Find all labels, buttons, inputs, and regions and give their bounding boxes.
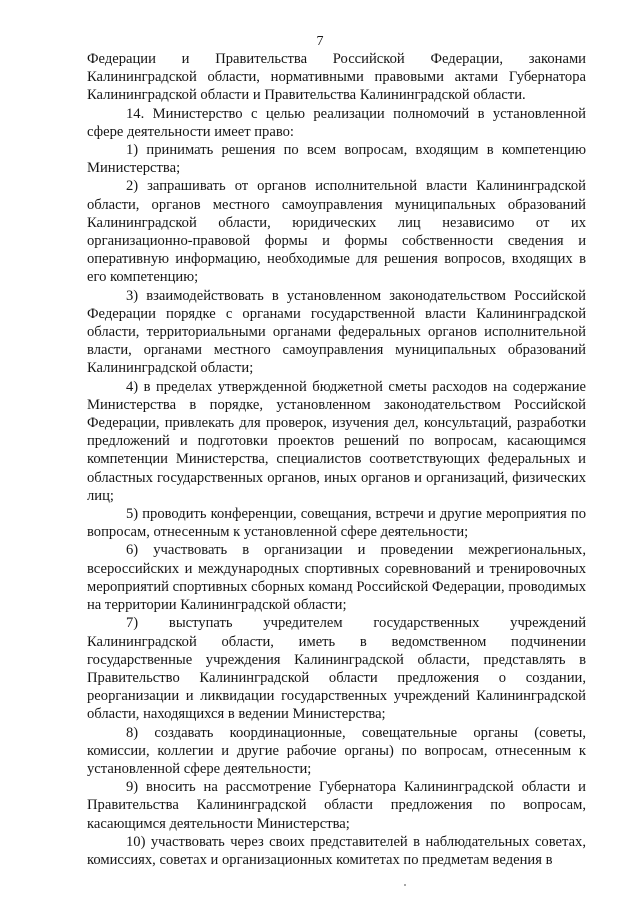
list-item-paragraph: 7) выступать учредителем государственных учреждений Калининградской области, иметь в ведомственном подчинении государственные учреждения Калининградской области, представлять в Правительство Калининградской области предложения о создании, реорганизации и ликвидации государственных учреждений Калининградской области, находящихся в ведении Министерства; bbox=[87, 615, 586, 723]
list-item-paragraph: 5) проводить конференции, совещания, встречи и другие мероприятия по вопросам, отнесенным к установленной сфере деятельности; bbox=[87, 506, 586, 541]
list-item-paragraph: 3) взаимодействовать в установленном законодательством Российской Федерации порядке с органами государственной власти Калининградской области, территориальными органами федеральных органов исполнительной власти, органами местного самоуправления муниципальных образований Калининградской области; bbox=[87, 287, 586, 377]
list-item-paragraph: 1) принимать решения по всем вопросам, входящим в компетенцию Министерства; bbox=[87, 142, 586, 177]
continuation-paragraph: Федерации и Правительства Российской Федерации, законами Калининградской области, нормативными правовыми актами Губернатора Калининградской области и Правительства Калининградской области. bbox=[87, 51, 586, 104]
scan-speck bbox=[404, 884, 406, 886]
document-body bbox=[87, 50, 586, 869]
list-item-paragraph: 4) в пределах утвержденной бюджетной сметы расходов на содержание Министерства в порядке, установленном законодательством Российской Федерации, привлекать для проверок, изучения дел, консультаций, разработки предложений и подготовки проектов решений по вопросам, касающимся компетенции Министерства, специалистов соответствующих федеральных и областных государственных органов, иных органов и организаций, физических лиц; bbox=[87, 378, 586, 504]
page-number: 7 bbox=[316, 34, 324, 49]
list-item-paragraph: 2) запрашивать от органов исполнительной власти Калининградской области, органов местного самоуправления муниципальных образований Калининградской области, юридических лиц независимо от их организационно-правовой формы и формы собственности сведения и оперативную информацию, необходимые для решения вопросов, входящих в его компетенцию; bbox=[87, 178, 586, 286]
list-item-paragraph: 8) создавать координационные, совещательные органы (советы, комиссии, коллегии и другие рабочие органы) по вопросам, отнесенным к установленной сфере деятельности; bbox=[87, 724, 586, 777]
list-item-paragraph: 10) участвовать через своих представителей в наблюдательных советах, комиссиях, советах и организационных комитетах по предметам ведения в bbox=[87, 833, 586, 868]
list-item-paragraph: 14. Министерство с целью реализации полномочий в установленной сфере деятельности имеет право: bbox=[87, 105, 586, 140]
list-item-paragraph: 6) участвовать в организации и проведении межрегиональных, всероссийских и международных спортивных соревнований и тренировочных мероприятий спортивных сборных команд Российской Федерации, проводимых на территории Калининградской области; bbox=[87, 542, 586, 614]
list-item-paragraph: 9) вносить на рассмотрение Губернатора Калининградской области и Правительства Калининградской области предложения по вопросам, касающимся деятельности Министерства; bbox=[87, 779, 586, 832]
